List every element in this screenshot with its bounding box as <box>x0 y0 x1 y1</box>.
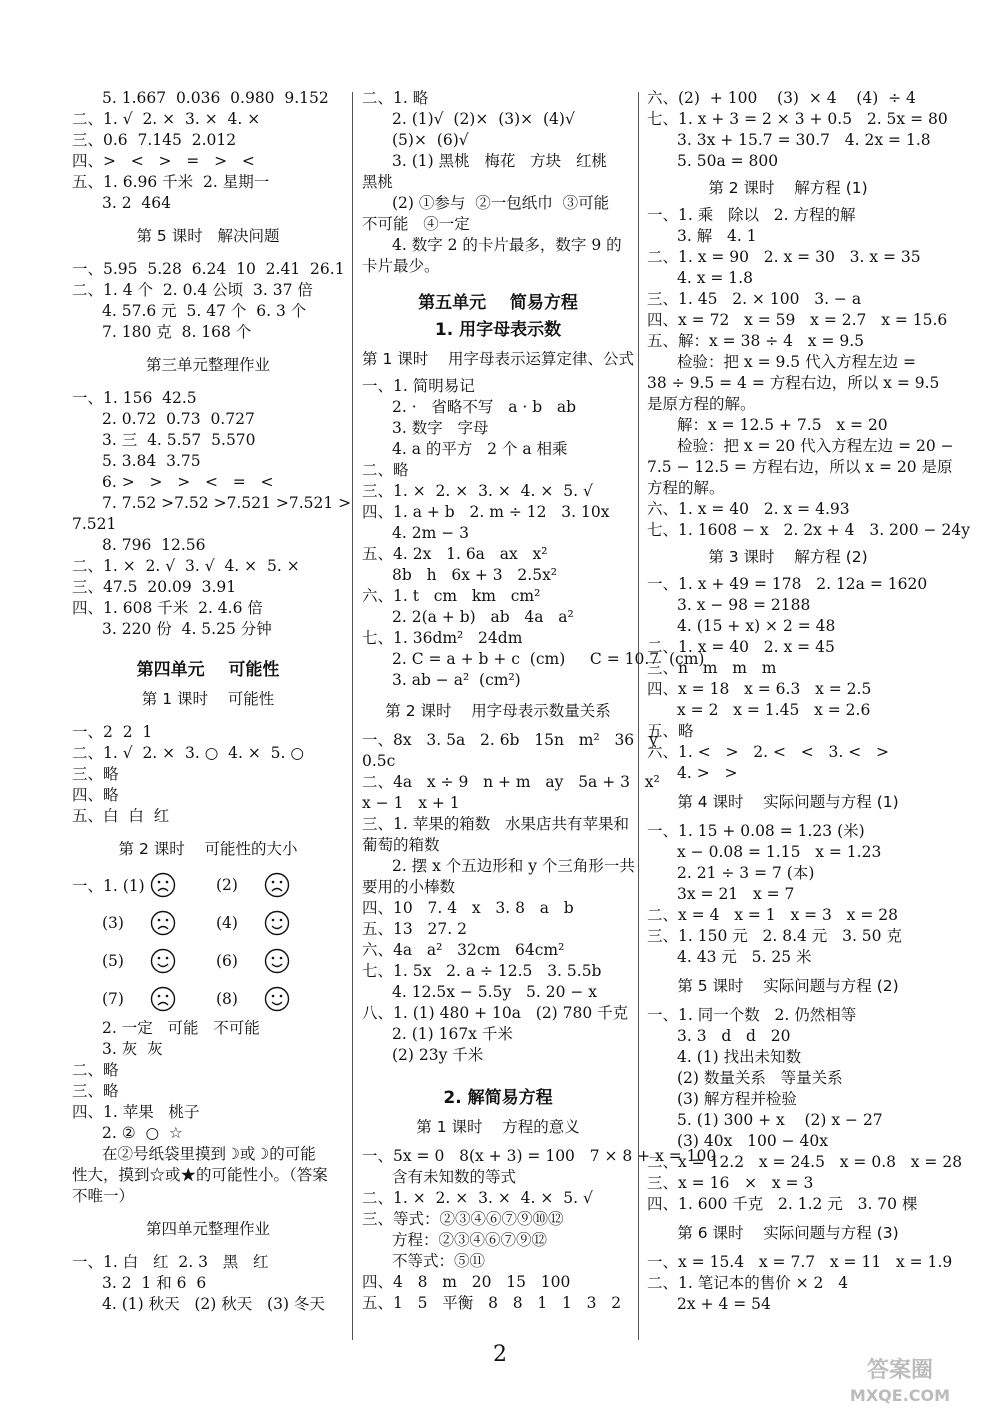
answer-line: 五、13 27. 2 <box>362 920 467 938</box>
lesson-heading: 第 1 课时 可能性 <box>141 690 275 708</box>
answer-line: 一、8x 3. 5a 2. 6b 15n m² 36 y <box>362 731 658 749</box>
answer-line: x − 1 x + 1 <box>362 794 460 812</box>
answer-line: 2. 摆 x 个五边形和 y 个三角形一共 <box>392 857 635 875</box>
answer-line: 7.521 <box>72 515 117 533</box>
sad-face-icon <box>264 872 290 898</box>
answer-line: 4. 12.5x − 5.5y 5. 20 − x <box>392 983 598 1001</box>
answer-line: 检验：把 x = 9.5 代入方程左边 = <box>677 353 917 371</box>
lesson-heading: 第 2 课时 用字母表示数量关系 <box>385 702 611 720</box>
answer-line: 性大，摸到☆或★的可能性小。（答案 <box>72 1166 328 1184</box>
answer-line: 8b h 6x + 3 2.5x² <box>392 566 558 584</box>
answer-line: 2. C = a + b + c (cm) C = 10.7 (cm) <box>392 650 705 668</box>
answer-line: 4. (15 + x) × 2 = 48 <box>677 617 836 635</box>
sad-face-icon <box>150 910 176 936</box>
lesson-heading: 第 6 课时 实际问题与方程 (3) <box>677 1224 899 1242</box>
answer-line: 方程的解。 <box>647 479 725 497</box>
answer-line: 二、4a x ÷ 9 n + m ay 5a + 3 x² <box>362 773 660 791</box>
answer-line: 7. 180 克 8. 168 个 <box>102 323 252 341</box>
answer-line: 3. 解 4. 1 <box>677 227 757 245</box>
answer-line: 3. 数字 字母 <box>392 419 489 437</box>
answer-line: 四、4 8 m 20 15 100 <box>362 1273 571 1291</box>
answer-line: 3. 灰 灰 <box>102 1040 163 1058</box>
lesson-heading: 第 1 课时 方程的意义 <box>416 1118 580 1136</box>
answer-line: 4. a 的平方 2 个 a 相乘 <box>392 440 568 458</box>
answer-line: 四、x = 18 x = 6.3 x = 2.5 <box>647 680 872 698</box>
answer-line: 方程：②③④⑥⑦⑨⑫ <box>392 1231 548 1249</box>
answer-line: 一、1. 乘 除以 2. 方程的解 <box>647 206 856 224</box>
face-row <box>72 866 344 904</box>
answer-line: 4. 2m − 3 <box>392 524 469 542</box>
answer-line: 6. > > > < = < <box>102 473 274 491</box>
answer-line: 3. 3 d d 20 <box>677 1027 791 1045</box>
svg-text:答案圈: 答案圈 <box>866 1358 934 1383</box>
answer-line: 二、略 <box>72 1061 119 1079</box>
section-heading: 2. 解简易方程 <box>443 1088 553 1108</box>
lesson-heading: 第 5 课时 解决问题 <box>136 227 280 245</box>
answer-line: 四、x = 72 x = 59 x = 2.7 x = 15.6 <box>647 311 948 329</box>
answer-line: 四、1. 600 千克 2. 1.2 元 3. 70 棵 <box>647 1195 918 1213</box>
answer-line: 五、白 白 红 <box>72 807 170 825</box>
answer-line: (2) 数量关系 等量关系 <box>677 1069 843 1087</box>
answer-line: 不可能 ④一定 <box>362 215 470 233</box>
answer-line: 四、10 7. 4 x 3. 8 a b <box>362 899 574 917</box>
answer-line: 一、1. x + 49 = 178 2. 12a = 1620 <box>647 575 928 593</box>
answer-line: 二、1. 略 <box>362 89 429 107</box>
face-row <box>72 980 344 1018</box>
sad-face-icon <box>150 872 176 898</box>
answer-line: 3. x − 98 = 2188 <box>677 596 811 614</box>
face-label: (4) <box>216 914 238 932</box>
watermark-logo <box>820 1351 980 1409</box>
answer-line: 三、47.5 20.09 3.91 <box>72 578 237 596</box>
answer-line: 7.5 − 12.5 = 方程右边，所以 x = 20 是原 <box>647 458 953 476</box>
answer-line: 5. 50a = 800 <box>677 152 779 170</box>
unit-heading: 第五单元 简易方程 <box>418 293 578 313</box>
answer-line: 二、1. √ 2. × 3. ○ 4. × 5. ○ <box>72 744 304 762</box>
lesson-heading: 第 2 课时 可能性的大小 <box>118 840 298 858</box>
column-divider-left <box>352 92 353 1340</box>
answer-line: 2x + 4 = 54 <box>677 1295 771 1313</box>
answer-line: 一、1. 简明易记 <box>362 377 475 395</box>
answer-line: 检验：把 x = 20 代入方程左边 = 20 − <box>677 437 954 455</box>
lesson-heading: 第 3 课时 解方程 (2) <box>708 548 868 566</box>
answer-line: 3. 2 464 <box>102 194 172 212</box>
answer-line: 2. 一定 可能 不可能 <box>102 1019 260 1037</box>
answer-line: 三、略 <box>72 1082 119 1100</box>
answer-line: 四、1. a + b 2. m ÷ 12 3. 10x <box>362 503 610 521</box>
answer-line: (2) 23y 千米 <box>392 1046 484 1064</box>
answer-line: 2. 21 ÷ 3 = 7 (本) <box>677 864 815 882</box>
answer-line: 二、1. x = 90 2. x = 30 3. x = 35 <box>647 248 921 266</box>
answer-line: (5)× (6)√ <box>392 131 469 149</box>
answer-line: 一、1. 白 红 2. 3 黑 红 <box>72 1253 269 1271</box>
answer-line: 5. (1) 300 + x (2) x − 27 <box>677 1111 883 1129</box>
answer-line: 六、(2) + 100 (3) × 4 (4) ÷ 4 <box>647 89 916 107</box>
smile-face-icon <box>264 910 290 936</box>
answer-line: 八、1. (1) 480 + 10a (2) 780 千克 <box>362 1004 629 1022</box>
answer-line: 0.5c <box>362 752 396 770</box>
answer-line: 一、x = 15.4 x = 7.7 x = 11 x = 1.9 <box>647 1253 953 1271</box>
answer-line: 二、1. x = 40 2. x = 45 <box>647 638 835 656</box>
answer-line: 一、5.95 5.28 6.24 10 2.41 26.1 <box>72 260 345 278</box>
face-label: (7) <box>102 990 124 1008</box>
answer-line: 五、4. 2x 1. 6a ax x² <box>362 545 548 563</box>
answer-line: 不唯一） <box>72 1187 135 1205</box>
answer-line: 三、n m m m <box>647 659 777 677</box>
answer-line: 要用的小棒数 <box>362 878 456 896</box>
face-label: (6) <box>216 952 238 970</box>
answer-line: 4. > > <box>677 764 738 782</box>
answer-line: 黑桃 <box>362 173 394 191</box>
lesson-heading: 第 2 课时 解方程 (1) <box>708 179 868 197</box>
answer-line: 解：x = 12.5 + 7.5 x = 20 <box>677 416 888 434</box>
answer-line: 是原方程的解。 <box>647 395 756 413</box>
answer-line: 4. x = 1.8 <box>677 269 753 287</box>
answer-line: 一、1. 156 42.5 <box>72 389 197 407</box>
answer-line: 2. · 省略不写 a · b ab <box>392 398 577 416</box>
answer-line: 三、1. 150 元 2. 8.4 元 3. 50 克 <box>647 927 902 945</box>
answer-line: 二、x = 4 x = 1 x = 3 x = 28 <box>647 906 898 924</box>
answer-line: 三、1. × 2. × 3. × 4. × 5. √ <box>362 482 593 500</box>
answer-line: 五、解：x = 38 ÷ 4 x = 9.5 <box>647 332 865 350</box>
answer-line: 四、略 <box>72 786 119 804</box>
column-1 <box>72 88 352 1315</box>
answer-line: 二、1. 笔记本的售价 × 2 4 <box>647 1274 849 1292</box>
answer-line: 五、1 5 平衡 8 8 1 1 3 2 <box>362 1294 622 1312</box>
lesson-heading: 第 5 课时 实际问题与方程 (2) <box>677 977 899 995</box>
answer-line: 一、1. 15 + 0.08 = 1.23 (米) <box>647 822 865 840</box>
answer-line: 含有未知数的等式 <box>392 1168 517 1186</box>
answer-line: 六、1. < > 2. < < 3. < > <box>647 743 889 761</box>
answer-line: 3. (1) 黑桃 梅花 方块 红桃 <box>392 152 607 170</box>
answer-line: 三、1. 苹果的箱数 水果店共有苹果和 <box>362 815 629 833</box>
answer-line: 一、5x = 0 8(x + 3) = 100 7 × 8 + x = 100 <box>362 1147 717 1165</box>
answer-line: 4. (1) 秋天 (2) 秋天 (3) 冬天 <box>102 1295 325 1313</box>
answer-line: 2. ② ○ ☆ <box>102 1124 183 1142</box>
answer-line: 3x = 21 x = 7 <box>677 885 795 903</box>
lesson-heading: 第 4 课时 实际问题与方程 (1) <box>677 793 899 811</box>
face-label: (3) <box>102 914 124 932</box>
svg-text:MXQE.COM: MXQE.COM <box>849 1386 951 1405</box>
unit-heading: 第四单元 可能性 <box>136 660 280 680</box>
answer-line: 4. 数字 2 的卡片最多，数字 9 的 <box>392 236 622 254</box>
answer-line: 2. 2(a + b) ab 4a a² <box>392 608 574 626</box>
answer-line: 5. 3.84 3.75 <box>102 452 201 470</box>
answer-line: 四、1. 苹果 桃子 <box>72 1103 200 1121</box>
face-label: (5) <box>102 952 124 970</box>
answer-line: 葡萄的箱数 <box>362 836 440 854</box>
answer-line: 卡片最少。 <box>362 257 440 275</box>
smile-face-icon <box>264 948 290 974</box>
answer-line: (3) 40x 100 − 40x <box>677 1132 829 1150</box>
face-row <box>72 904 344 942</box>
answer-line: 4. 43 元 5. 25 米 <box>677 948 812 966</box>
section-heading: 1. 用字母表示数 <box>434 320 562 340</box>
answer-line: 4. 57.6 元 5. 47 个 6. 3 个 <box>102 302 307 320</box>
answer-line: 7. 7.52 >7.52 >7.521 >7.521 > <box>102 494 352 512</box>
answer-line: 五、1. 6.96 千米 2. 星期一 <box>72 173 270 191</box>
lesson-heading: 第四单元整理作业 <box>145 1220 270 1238</box>
answer-line: 不等式：⑤⑪ <box>392 1252 486 1270</box>
face-label: 一、1. (1) <box>72 877 145 895</box>
answer-line: 五、略 <box>647 722 694 740</box>
answer-line: 3. 三 4. 5.57 5.570 <box>102 431 256 449</box>
answer-line: 三、略 <box>72 765 119 783</box>
answer-line: 5. 1.667 0.036 0.980 9.152 <box>102 89 329 107</box>
answer-line: 二、1. × 2. √ 3. √ 4. × 5. × <box>72 557 300 575</box>
answer-line: 二、1. 4 个 2. 0.4 公顷 3. 37 倍 <box>72 281 313 299</box>
answer-line: 一、1. 同一个数 2. 仍然相等 <box>647 1006 857 1024</box>
answer-line: x − 0.08 = 1.15 x = 1.23 <box>677 843 882 861</box>
answer-line: 3. ab − a² (cm²) <box>392 671 521 689</box>
answer-line: 六、1. t cm km cm² <box>362 587 541 605</box>
answer-line: 四、1. 608 千米 2. 4.6 倍 <box>72 599 263 617</box>
answer-line: 在②号纸袋里摸到☽或☽的可能 <box>102 1145 316 1163</box>
answer-line: 2. (1) 167x 千米 <box>392 1025 513 1043</box>
answer-line: 七、1. x + 3 = 2 × 3 + 0.5 2. 5x = 80 <box>647 110 948 128</box>
answer-line: (2) ①参与 ②一包纸巾 ③可能 <box>392 194 610 212</box>
answer-line: 七、1. 1608 − x 2. 2x + 4 3. 200 − 24y <box>647 521 970 539</box>
answer-line: 七、1. 5x 2. a ÷ 12.5 3. 5.5b <box>362 962 602 980</box>
page-number: 2 <box>493 1342 507 1367</box>
answer-line: 2. 0.72 0.73 0.727 <box>102 410 255 428</box>
answer-line: 3. 3x + 15.7 = 30.7 4. 2x = 1.8 <box>677 131 931 149</box>
answer-line: 七、1. 36dm² 24dm <box>362 629 523 647</box>
answer-line: 二、略 <box>362 461 409 479</box>
lesson-heading: 第 1 课时 用字母表示运算定律、公式 <box>362 350 634 368</box>
face-row <box>72 942 344 980</box>
answer-line: 三、等式：②③④⑥⑦⑨⑩⑫ <box>362 1210 564 1228</box>
answer-line: 四、> < > = > < <box>72 152 255 170</box>
sad-face-icon <box>150 986 176 1012</box>
column-3 <box>647 88 970 1315</box>
answer-line: 一、2 2 1 <box>72 723 153 741</box>
answer-line: 8. 796 12.56 <box>102 536 206 554</box>
face-label: (8) <box>216 990 238 1008</box>
smile-face-icon <box>150 948 176 974</box>
answer-line: 二、x = 12.2 x = 24.5 x = 0.8 x = 28 <box>647 1153 963 1171</box>
lesson-heading: 第三单元整理作业 <box>145 356 270 374</box>
answer-line: 六、1. x = 40 2. x = 4.93 <box>647 500 850 518</box>
answer-line: 3. 220 份 4. 5.25 分钟 <box>102 620 272 638</box>
answer-line: 二、1. × 2. × 3. × 4. × 5. √ <box>362 1189 593 1207</box>
answer-line: 3. 2 1 和 6 6 <box>102 1274 207 1292</box>
answer-line: 38 ÷ 9.5 = 4 = 方程右边，所以 x = 9.5 <box>647 374 940 392</box>
answer-line: 2. (1)√ (2)× (3)× (4)√ <box>392 110 575 128</box>
answer-line: 三、1. 45 2. × 100 3. − a <box>647 290 862 308</box>
smile-face-icon <box>264 986 290 1012</box>
answer-line: x = 2 x = 1.45 x = 2.6 <box>677 701 871 719</box>
answer-line: 三、0.6 7.145 2.012 <box>72 131 237 149</box>
answer-line: (3) 解方程并检验 <box>677 1090 797 1108</box>
answer-line: 4. (1) 找出未知数 <box>677 1048 802 1066</box>
answer-line: 六、4a a² 32cm 64cm² <box>362 941 565 959</box>
answer-line: 二、1. √ 2. × 3. × 4. × <box>72 110 261 128</box>
answer-line: 三、x = 16 × x = 3 <box>647 1174 814 1192</box>
face-label: (2) <box>216 876 238 894</box>
